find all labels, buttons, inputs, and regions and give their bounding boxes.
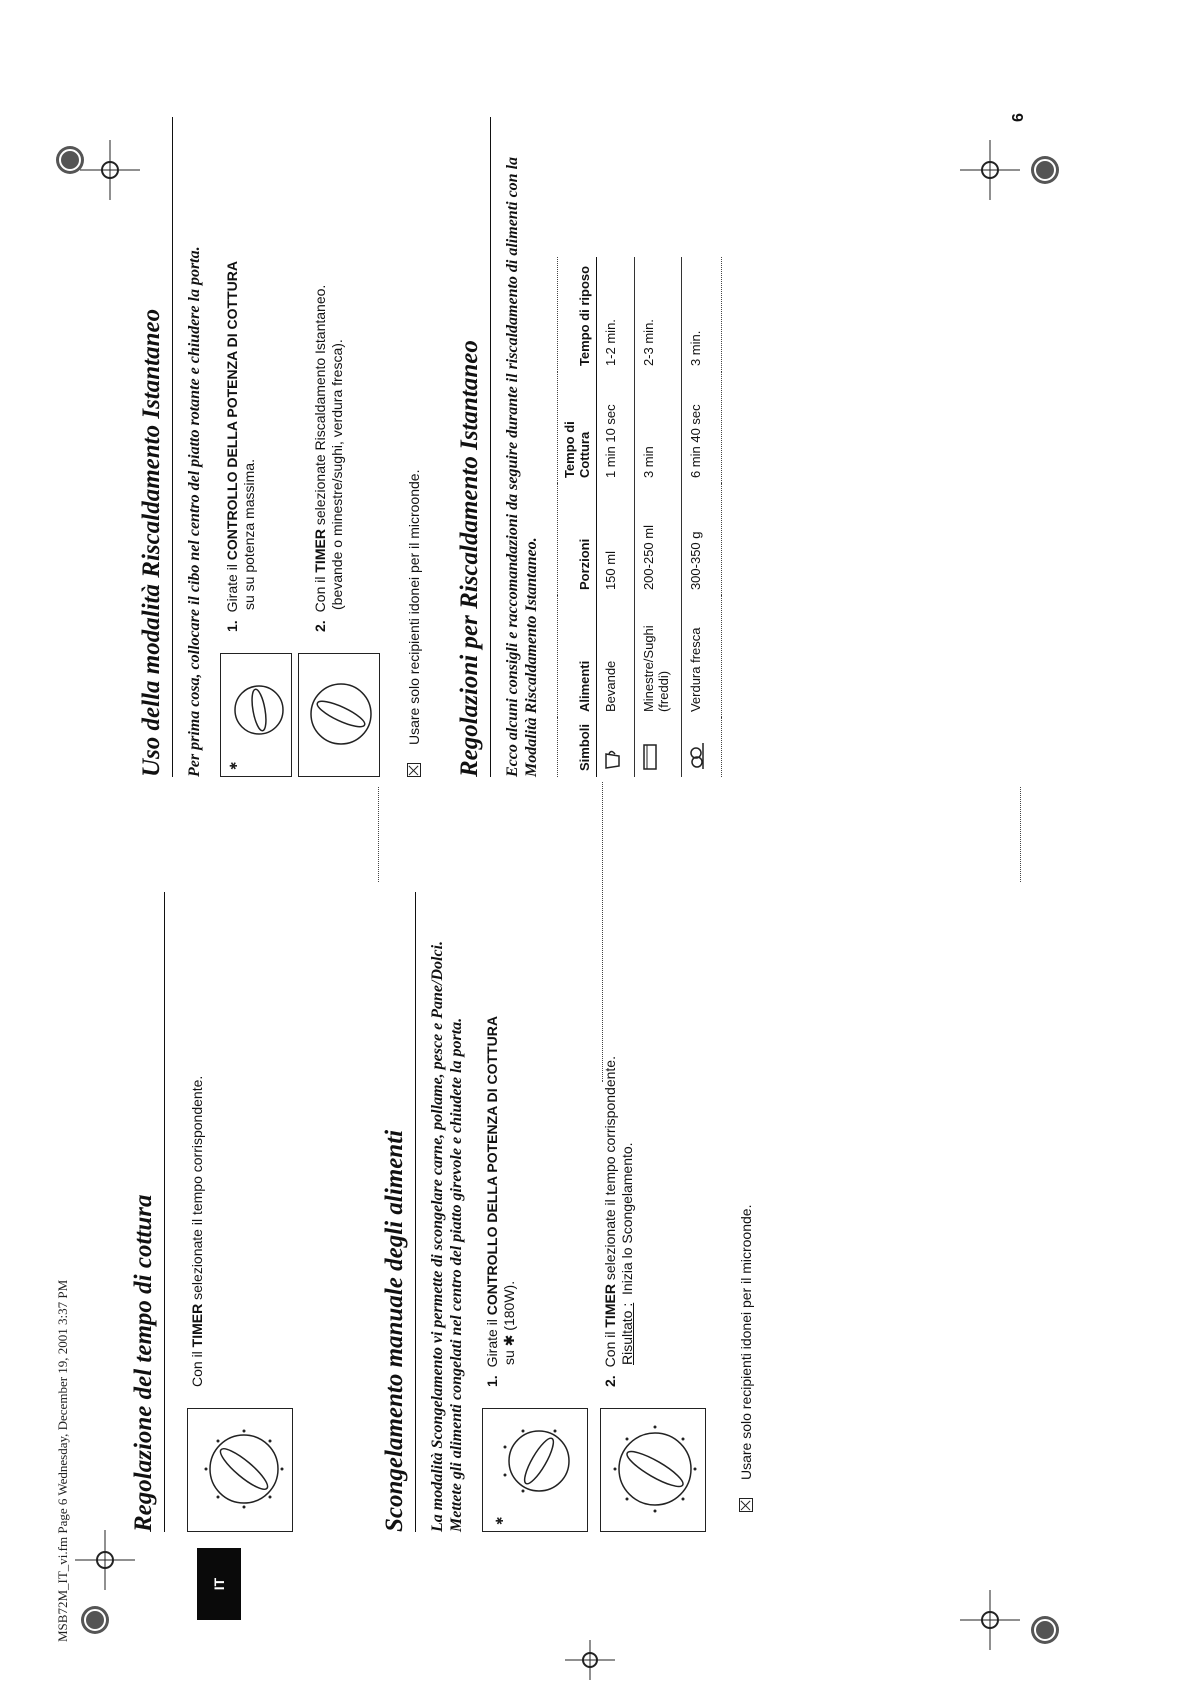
power-dial-icon [221,654,291,776]
table-row [635,257,682,777]
food-cell: Bevande [597,596,635,718]
defrost-step-2-text [602,1056,636,1387]
note-icon [739,1498,753,1512]
instant-step2-pre: Con il [312,572,328,613]
table-header: Tempo di Cottura [558,372,597,484]
defrost-note-text: Usare solo recipienti idonei per il microonde. [738,1204,754,1480]
instant-step2-bold: TIMER [312,529,328,573]
page-number: 6 [1010,113,1027,122]
timer-step [187,892,291,1532]
table-header: Tempo di riposo [558,257,597,372]
timer-text-bold: TIMER [189,1303,205,1348]
note-icon [407,763,421,777]
defrost-step-1-text [484,1016,518,1387]
result-label: Risultato : [619,1302,635,1365]
defrost-intro: La modalità Scongelamento vi permette di scongelare carne, pollame, pesce e Pane/Dolci. Mettete gli alimenti congelati nel centro del piatto girevole e chiudete la porta. [429,940,465,1532]
instant-step2-line2: (bevande o minestre/sughi, verdura fresca). [329,339,345,610]
defrost-step2-pre: Con il [602,1327,618,1368]
instant-step1-line2: su su potenza massima. [241,459,257,610]
right-column [138,117,722,777]
instant-note [406,117,422,777]
svg-text:✱: ✱ [229,761,240,770]
food-cell: Verdura fresca [682,596,722,718]
defrost-step-2 [600,892,708,1532]
section-title-timer: Regolazione del tempo di cottura [130,892,165,1532]
timer-dial-illustration [600,1408,706,1532]
table-row [597,257,635,777]
instant-step-1-text [224,261,258,632]
column-separator [602,782,603,1082]
step-number: 1. [224,620,240,632]
recommendations-table [557,257,722,777]
timer-dial-illustration [298,653,380,777]
timer-dial-illustration [187,1408,293,1532]
table-header: Porzioni [558,484,597,596]
cook-time-cell: 1 min 10 sec [597,372,635,484]
recommendations-intro: Ecco alcuni consigli e raccomandazioni da seguire durante il riscaldamento di alimenti con la Modalità Riscaldamento Istantaneo. [504,156,540,777]
section-title-defrost: Scongelamento manuale degli alimenti [381,892,416,1532]
cook-time-cell: 3 min [635,372,682,484]
table-header-row [558,257,597,777]
instant-step1-bold: CONTROLLO DELLA POTENZA DI COTTURA [224,261,240,561]
defrost-step1-line2: su ✱ (180W). [501,1280,517,1365]
column-separator [1020,787,1021,882]
rest-time-cell: 1-2 min. [597,257,635,372]
defrost-step1-pre: Girate il [484,1315,500,1368]
instant-step-1 [220,117,298,777]
rest-time-cell: 3 min. [682,257,722,372]
instant-step1-pre: Girate il [224,560,240,613]
instant-step2-post: selezionate Riscaldamento Istantaneo. [312,284,328,530]
power-dial-illustration [482,1408,588,1532]
power-dial-illustration [220,653,292,777]
bowl-icon [641,743,659,771]
file-header: MSB72M_IT_vi.fm Page 6 Wednesday, December 19, 2001 3:37 PM [55,1279,70,1642]
svg-text:✱: ✱ [495,1516,506,1525]
rest-time-cell: 2-3 min. [635,257,682,372]
portion-cell: 200-250 ml [635,484,682,596]
timer-text-post: selezionate il tempo corrispondente. [189,1075,205,1304]
column-separator [378,787,379,882]
timer-dial-icon [601,1409,705,1531]
table-header: Alimenti [558,596,597,718]
symbol-cell [635,718,682,777]
food-cell: Minestre/Sughi (freddi) [635,596,682,718]
defrost-note [738,892,754,1532]
defrost-step2-bold: TIMER [602,1284,618,1328]
portion-cell: 300-350 g [682,484,722,596]
instant-step-2 [298,117,386,777]
timer-instruction [189,1076,206,1387]
instant-intro: Per prima cosa, collocare il cibo nel centro del piatto rotante e chiudere la porta. [186,246,203,777]
timer-dial-icon [188,1409,292,1531]
symbol-cell [682,718,722,777]
vegetables-icon [688,741,708,771]
defrost-step1-bold: CONTROLLO DELLA POTENZA DI COTTURA [484,1016,500,1316]
cook-time-cell: 6 min 40 sec [682,372,722,484]
step-number: 1. [484,1375,500,1387]
power-dial-icon [483,1409,587,1531]
cup-icon [603,747,621,771]
timer-text-pre: Con il [189,1347,205,1387]
language-tab: IT [197,1548,241,1620]
portion-cell: 150 ml [597,484,635,596]
defrost-step-1 [482,892,600,1532]
table-header: Simboli [558,718,597,777]
instant-note-text: Usare solo recipienti idonei per il microonde. [406,469,422,745]
step-number: 2. [602,1375,618,1387]
defrost-step2-post: selezionate il tempo corrispondente. [602,1056,618,1285]
instant-step-2-text [312,285,346,632]
section-title-instant: Uso della modalità Riscaldamento Istantaneo [138,117,173,777]
timer-dial-icon [299,654,379,776]
step-number: 2. [312,620,328,632]
result-text: Inizia lo Scongelamento. [619,1142,635,1295]
left-column [130,892,754,1532]
section-title-recommendations: Regolazioni per Riscaldamento Istantaneo [456,117,491,777]
table-row [682,257,722,777]
symbol-cell [597,718,635,777]
